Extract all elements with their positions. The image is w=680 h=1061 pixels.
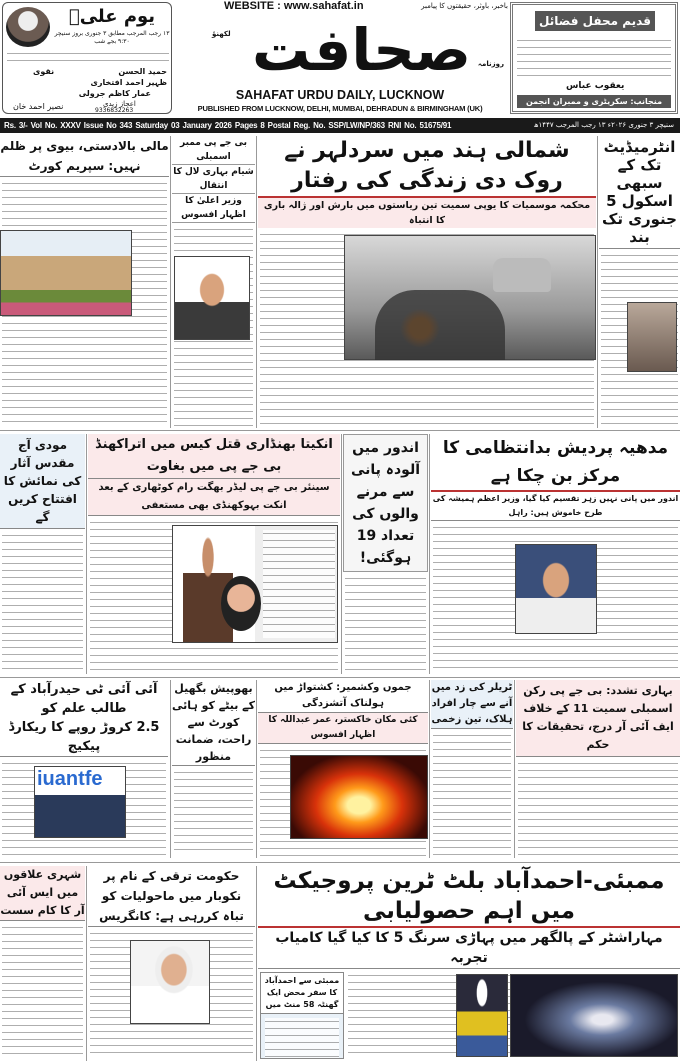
ad-body-lines [517, 37, 671, 79]
speaker-prefix: نقوی [33, 67, 55, 76]
article-area [0, 760, 168, 858]
story-mp-mismanagement [431, 434, 680, 674]
divider [0, 430, 680, 431]
headline: انکیتا بھنڈاری قتل کیس میں اتراکھنڈ بی جے پی میں بغاوت [88, 434, 340, 479]
headline: شیام بہاری لال کا انتقال [172, 164, 255, 193]
tagline: باخبر، باوثر، حقیقتوں کا پیامبر [421, 2, 508, 10]
article-body [2, 924, 83, 1059]
divider [0, 677, 680, 678]
headline: انٹرمیڈیٹ تک کے سبھی اسکول 5 جنوری تک بند [599, 136, 680, 249]
masthead [172, 0, 508, 116]
story-sir-slow [0, 866, 85, 1061]
ankita-photo [172, 525, 338, 643]
story-baghel-bail [172, 680, 255, 858]
article-area [343, 575, 428, 674]
article-area [88, 930, 255, 1061]
organizer-name: اعجاز زیدی [103, 100, 136, 108]
story-supreme-court [0, 136, 169, 428]
divider [256, 136, 257, 428]
right-ad-mehfil [510, 2, 678, 114]
left-ad-yaum-e-ali [2, 2, 172, 114]
divider [256, 680, 257, 858]
headline: وزیر اعلیٰ کا اظہار افسوس [172, 193, 255, 223]
article-body [518, 760, 678, 856]
divider [597, 136, 598, 428]
headline: شہری علاقوں میں ایس آئی آر کا کام سست [0, 866, 85, 921]
headline: ٹریلر کی زد میں آنے سے چار افراد ہلاک، تین زخمی [431, 680, 513, 729]
car-shape [493, 258, 551, 292]
story-modi-relics [0, 434, 85, 674]
article-area [172, 226, 255, 428]
ad-title: یوم علیؑ [68, 6, 156, 27]
daily-label: روزنامہ [477, 60, 504, 68]
story-nicobar [88, 866, 255, 1061]
article-area [516, 760, 680, 858]
website[interactable]: WEBSITE : www.sahafat.in [224, 0, 364, 12]
article-body [345, 575, 426, 672]
story-mla-death [172, 136, 255, 428]
story-ankita-case [88, 434, 340, 674]
article-area [431, 524, 680, 674]
tunnel-photo [510, 974, 678, 1057]
story-bullet-train [258, 866, 680, 1061]
congress-leader-photo [130, 940, 210, 1024]
article-body [433, 732, 511, 856]
fact-box-lines [265, 1018, 339, 1058]
divider [514, 680, 515, 858]
lead-headline: ممبئی-احمدآباد بلٹ ٹرین پروجیکٹ میں اہم حصولیابی [258, 866, 680, 928]
divider [0, 862, 680, 863]
headline: بھوپیش بگھیل کے بیٹے کو ہائی کورٹ سے راحت، ضمانت منظور [172, 680, 255, 766]
article-body [2, 532, 83, 672]
sub-headline: کئی مکان خاکستر، عمر عبداللہ کا اظہار افسوس [258, 712, 428, 744]
headline: 2.5 کروڑ روپے کا ریکارڈ پیکیج [0, 718, 168, 757]
lead-headline: شمالی ہند میں سردلہر نے روک دی زندگی کی رفتار [258, 136, 596, 198]
article-area [258, 972, 680, 1061]
masthead-title: صحافت [252, 16, 472, 84]
headline: جموں وکشمیر: کشتواڑ میں ہولناک آتشزدگی [274, 682, 412, 709]
article-area [88, 519, 340, 674]
city-label: لکھنؤ [212, 30, 231, 38]
article-body [174, 769, 253, 856]
article-area [172, 769, 255, 858]
divider [429, 434, 430, 674]
fact-box-text: ممبئی سے احمدآباد کا سفر محض ایک گھنٹہ 58 منٹ میں [261, 973, 343, 1014]
divider [429, 680, 430, 858]
article-area [258, 747, 428, 858]
speaker-name: عمار کاظم جرولی [78, 89, 151, 98]
issue-info: Rs. 3/- Vol No. XXXV Issue No 343 Saturday 03 January 2026 Pages 8 Postal Reg. No. SSP/LW/NP/363 RNI No. 51675/91 [4, 121, 452, 130]
article-area [0, 180, 169, 428]
headline: بہاری تشدد: بی جے پی رکن اسمبلی سمیت 11 کے خلاف ایف آئی آر درج، تحقیقات کا حکم [516, 680, 680, 757]
article-area [0, 924, 85, 1061]
article-area [431, 732, 513, 858]
ad-text: ۱۳ رجب المرجب مطابق ۳ جنوری بروز سنیچر ۹:۳۰ بجے شب [54, 30, 170, 45]
urdu-date: سنیچر ۳ جنوری ۲۰۲۶ء ۱۳ رجب المرجب ۱۴۴۷ھ [533, 121, 674, 129]
ad-body-lines [7, 50, 169, 65]
article-area [599, 252, 680, 428]
story-kishtwar-fire [258, 680, 428, 858]
divider [170, 680, 171, 858]
story-indore-deaths [343, 434, 428, 674]
ad-footer: منجانب: سکریٹری و ممبران انجمن [517, 95, 671, 108]
ankita-portrait [221, 576, 261, 631]
headline: مالی بالادستی، بیوی پر ظلم نہیں: سپریم کورٹ [0, 136, 169, 177]
headline: مودی آج مقدس آثار کی نمائش کا افتتاح کریں گے [0, 434, 85, 529]
supreme-court-photo [0, 230, 132, 316]
story-schools-closed [599, 136, 680, 428]
divider [86, 434, 87, 674]
cleric-photo [6, 7, 50, 47]
story-iit-package [0, 680, 168, 858]
article-area [0, 532, 85, 674]
sub-headline: سینئر بی جے پی لیڈر بھگت رام کوٹھاری کے بعد انکت بہوکھنڈی بھی مستعفی [88, 479, 340, 516]
divider [170, 136, 171, 428]
headline: حکومت ترقی کے نام پر نکوبار میں ماحولیات کو تباہ کررہی ہے: کانگریس [88, 866, 255, 927]
story-trailer-accident [431, 680, 513, 858]
news-photo [627, 302, 677, 372]
divider [86, 866, 87, 1061]
photo-logo-text: iuantfe [37, 768, 103, 790]
student-photo [34, 766, 126, 838]
host-name: نصیر احمد خان [13, 102, 64, 111]
organizer-phone: 9336832263 [95, 107, 134, 114]
divider [341, 434, 342, 674]
story-bihar-violence [516, 680, 680, 858]
headline: بی جے پی ممبر اسمبلی [179, 138, 247, 162]
document-image [263, 530, 335, 638]
ad-name: یعقوب عباس [566, 81, 625, 91]
sub-headline: مہاراشٹر کے پالگھر میں پہاڑی سرنگ 5 کا کیا گیا کامیاب تجربہ [258, 928, 680, 969]
people-shape [375, 290, 505, 360]
headline: اندور میں آلودہ پانی سے مرنے والوں کی تعداد 19 ہوگئی! [343, 434, 428, 572]
tunnel-worker-photo [456, 974, 508, 1057]
mla-photo [174, 256, 250, 340]
info-bar [0, 118, 680, 133]
cold-wave-photo [344, 235, 596, 360]
ad-title: قدیم محفل فضائل [535, 11, 655, 31]
sub-headline: محکمہ موسمیات کا یوپی سمیت تین ریاستوں میں بارش اور ژالہ باری کا انتباہ [258, 198, 596, 228]
story-cold-wave [258, 136, 596, 428]
fact-box [260, 972, 344, 1059]
fire-photo [290, 755, 428, 839]
published-line: PUBLISHED FROM LUCKNOW, DELHI, MUMBAI, DEHRADUN & BIRMINGHAM (UK) [197, 104, 483, 113]
headline: آئی آئی ٹی حیدرآباد کے طالب علم کو [10, 682, 158, 716]
article-area [258, 231, 596, 428]
speaker-name: حمید الحسن [118, 67, 167, 76]
speaker-name: ظہیر احمد افتخاری [90, 78, 167, 87]
rahul-photo [515, 544, 597, 634]
english-name: SAHAFAT URDU DAILY, LUCKNOW [235, 88, 445, 102]
sub-headline: اندور میں پانی نہیں زہر تقسیم کیا گیا، وزیر اعظم ہمیشہ کی طرح خاموش ہیں: راہل [431, 492, 680, 521]
divider [256, 866, 257, 1061]
headline: مدھیہ پردیش بدانتظامی کا مرکز بن چکا ہے [431, 434, 680, 492]
